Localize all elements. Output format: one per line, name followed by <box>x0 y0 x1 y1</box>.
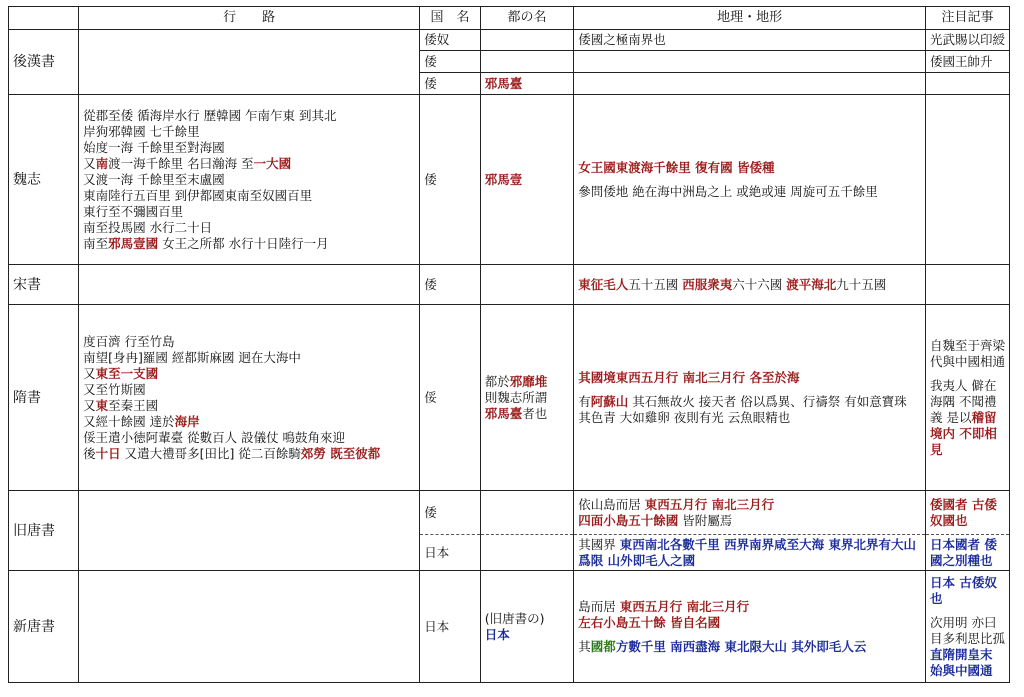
gishi-route-line: 東行至不彌國百里 <box>83 203 184 219</box>
shintojo-kuni: 日本 <box>420 571 481 683</box>
capital-text: 者也 <box>522 405 548 421</box>
kutojo-geo-1 <box>574 491 926 535</box>
route-text: 又 <box>83 365 96 381</box>
route-highlight: 十日 <box>95 445 121 461</box>
route-text: 渡一海千餘里 名曰瀚海 至 <box>108 155 254 171</box>
geo-text: 其國界 <box>578 536 620 552</box>
gokansho-geo-3 <box>574 73 926 95</box>
dynasty-gokansho: 後漢書 <box>9 30 79 95</box>
dynasty-gishi: 魏志 <box>9 95 79 265</box>
geo-text: 其石無故火 接天者 俗以爲異、行禱祭 有如意寶珠 其色青 大如雞卵 夜則有光 云魚眼精也 <box>578 393 907 425</box>
gokansho-route <box>79 30 420 95</box>
sosho-row <box>9 265 1010 305</box>
gishi-route-line: 岸狗邪韓國 七千餘里 <box>83 123 200 139</box>
header-route: 行 路 <box>79 7 420 30</box>
sosho-kuni: 倭 <box>420 265 481 305</box>
kutojo-capital-1 <box>480 491 574 535</box>
zuisho-capital <box>480 305 574 491</box>
geo-highlight: 渡平海北 <box>786 276 837 292</box>
gishi-geo-p1: 女王國東渡海千餘里 復有國 皆倭種 <box>578 159 775 175</box>
route-highlight: 海岸 <box>174 413 200 429</box>
route-text: 南至 <box>83 235 109 251</box>
gokansho-row-1 <box>9 30 1010 51</box>
gishi-route-line: 從郡至倭 循海岸水行 歷韓國 乍南乍東 到其北 <box>83 107 337 123</box>
note-highlight: 日本 古倭奴也 <box>930 574 997 606</box>
capital-highlight: 日本 <box>484 626 510 642</box>
zuisho-route-line <box>83 446 415 462</box>
geo-text: 九十五國 <box>836 276 887 292</box>
route-highlight: 東 <box>95 397 109 413</box>
zuisho-route-line <box>83 414 415 430</box>
geo-text: 五十五國 <box>628 276 683 292</box>
gokansho-note-3 <box>926 73 1010 95</box>
zuisho-route-line: 又至竹斯國 <box>83 381 146 397</box>
note-text: 次用明 亦曰目多利思比孤 <box>930 614 1006 646</box>
gishi-route <box>79 95 420 265</box>
zuisho-route-line: 南望[身冉]羅國 經都斯麻國 迥在大海中 <box>83 349 301 365</box>
note-highlight: 直隋開皇末 始與中國通 <box>930 646 993 678</box>
gishi-route-line: 又渡一海 千餘里至末盧國 <box>83 171 225 187</box>
comparison-table-wrapper <box>8 6 1010 683</box>
sosho-capital <box>480 265 574 305</box>
gishi-capital: 邪馬壹 <box>480 95 574 265</box>
zuisho-route <box>79 305 420 491</box>
gishi-geo <box>574 95 926 265</box>
geo-highlight: 西服衆夷 <box>682 276 733 292</box>
route-text: 又 <box>83 155 96 171</box>
gokansho-note-1: 光武賜以印綬 <box>926 30 1010 51</box>
shintojo-geo <box>574 571 926 683</box>
sosho-geo <box>574 265 926 305</box>
geo-highlight: 四面小島五十餘國 <box>578 512 679 528</box>
geo-text: 六十六國 <box>732 276 787 292</box>
header-row <box>9 7 1010 30</box>
route-text: 又遣大禮哥多[田比] 從二百餘騎 <box>120 445 301 461</box>
kutojo-note-2: 日本國者 倭國之別種也 <box>926 535 1010 571</box>
geo-highlight: 東西五月行 南北三月行 <box>644 496 775 512</box>
zuisho-route-line: 俀王遣小徳阿輩臺 從數百人 設儀仗 鳴鼓角來迎 <box>83 429 346 445</box>
sosho-note <box>926 265 1010 305</box>
capital-highlight: 邪馬臺 <box>484 405 523 421</box>
zuisho-geo-p1: 其國境東西五月行 南北三月行 各至於海 <box>578 369 800 385</box>
geo-text: 其 <box>578 638 591 654</box>
gishi-route-line: 始度一海 千餘里至對海國 <box>83 139 225 155</box>
zuisho-geo <box>574 305 926 491</box>
geo-highlight: 左右小島五十餘 皆自名國 <box>578 614 721 630</box>
note-text: 我夷人 僻在海隅 不聞禮義 是以 <box>930 377 997 425</box>
shintojo-row <box>9 571 1010 683</box>
header-geography: 地理・地形 <box>574 7 926 30</box>
gokansho-kuni-3: 倭 <box>420 73 481 95</box>
route-text: 又經十餘國 達於 <box>83 413 175 429</box>
geo-text: 依山島而居 <box>578 496 645 512</box>
zuisho-geo-p2 <box>578 394 921 426</box>
gokansho-note-2: 倭國王帥升 <box>926 51 1010 73</box>
geo-highlight-green: 國都 <box>590 638 616 654</box>
gishi-route-line: 南至投馬國 水行二十日 <box>83 219 213 235</box>
capital-text: 則魏志所謂 <box>484 389 548 405</box>
zuisho-kuni: 俀 <box>420 305 481 491</box>
route-highlight: 東至一支國 <box>95 365 159 381</box>
zuisho-note <box>926 305 1010 491</box>
capital-text: (旧唐書の) <box>484 610 545 626</box>
zuisho-route-line <box>83 366 415 382</box>
geo-highlight: 東西南北各數千里 西界南界咸至大海 東界北界有大山爲限 山外即毛人之國 <box>578 536 916 568</box>
gishi-kuni: 倭 <box>420 95 481 265</box>
kutojo-geo-2 <box>574 535 926 571</box>
route-highlight: 郊勞 既至彼都 <box>300 445 381 461</box>
comparison-table <box>8 6 1010 683</box>
gokansho-capital-3: 邪馬臺 <box>480 73 574 95</box>
route-text: 後 <box>83 445 96 461</box>
zuisho-route-line <box>83 398 415 414</box>
gokansho-capital-2 <box>480 51 574 73</box>
shintojo-route <box>79 571 420 683</box>
capital-highlight: 邪靡堆 <box>509 373 548 389</box>
route-text: 女王之所都 水行十日陸行一月 <box>158 235 329 251</box>
kutojo-note-1: 倭國者 古倭奴國也 <box>926 491 1010 535</box>
geo-highlight: 東西五月行 南北三月行 <box>619 598 750 614</box>
gokansho-geo-1: 倭國之極南界也 <box>574 30 926 51</box>
kutojo-kuni-2: 日本 <box>420 535 481 571</box>
gishi-row <box>9 95 1010 265</box>
geo-text: 皆附屬焉 <box>678 512 733 528</box>
kutojo-capital-2 <box>480 535 574 571</box>
gishi-route-line <box>83 236 415 252</box>
dynasty-shintojo: 新唐書 <box>9 571 79 683</box>
gokansho-capital-1 <box>480 30 574 51</box>
gishi-route-line <box>83 156 415 172</box>
zuisho-route-line: 度百濟 行至竹島 <box>83 333 175 349</box>
note-highlight: 稽留境内 不即相見 <box>930 409 997 457</box>
kutojo-route <box>79 491 420 571</box>
zuisho-row <box>9 305 1010 491</box>
route-text: 至秦王國 <box>108 397 159 413</box>
gokansho-kuni-2: 倭 <box>420 51 481 73</box>
shintojo-capital <box>480 571 574 683</box>
capital-text: 都於 <box>484 373 510 389</box>
dynasty-kutojo: 旧唐書 <box>9 491 79 571</box>
gokansho-geo-2 <box>574 51 926 73</box>
zuisho-note-p2 <box>930 378 1005 458</box>
geo-highlight: 東征毛人 <box>578 276 629 292</box>
sosho-route <box>79 265 420 305</box>
route-text: 又 <box>83 397 96 413</box>
shintojo-note <box>926 571 1010 683</box>
dynasty-sosho: 宋書 <box>9 265 79 305</box>
gishi-geo-p2: 參問倭地 絶在海中洲島之上 或絶或連 周旋可五千餘里 <box>578 183 878 199</box>
geo-highlight: 方數千里 南西盡海 東北限大山 其外即毛人云 <box>615 638 867 654</box>
header-country-name: 国 名 <box>420 7 481 30</box>
header-capital-name: 都の名 <box>480 7 574 30</box>
route-highlight: 一大國 <box>253 155 292 171</box>
header-dynasty <box>9 7 79 30</box>
kutojo-row-1 <box>9 491 1010 535</box>
gokansho-kuni-1: 倭奴 <box>420 30 481 51</box>
header-notes: 注目記事 <box>926 7 1010 30</box>
dynasty-zuisho: 隋書 <box>9 305 79 491</box>
zuisho-note-p1: 自魏至于齊梁代與中國相通 <box>930 337 1006 369</box>
gishi-route-line: 東南陸行五百里 到伊都國東南至奴國百里 <box>83 187 313 203</box>
route-highlight: 邪馬壹國 <box>108 235 159 251</box>
gishi-note <box>926 95 1010 265</box>
route-highlight: 南 <box>95 155 109 171</box>
geo-highlight: 阿蘇山 <box>590 393 629 409</box>
geo-text: 島而居 <box>578 598 620 614</box>
geo-text: 有 <box>578 393 591 409</box>
kutojo-kuni-1: 倭 <box>420 491 481 535</box>
